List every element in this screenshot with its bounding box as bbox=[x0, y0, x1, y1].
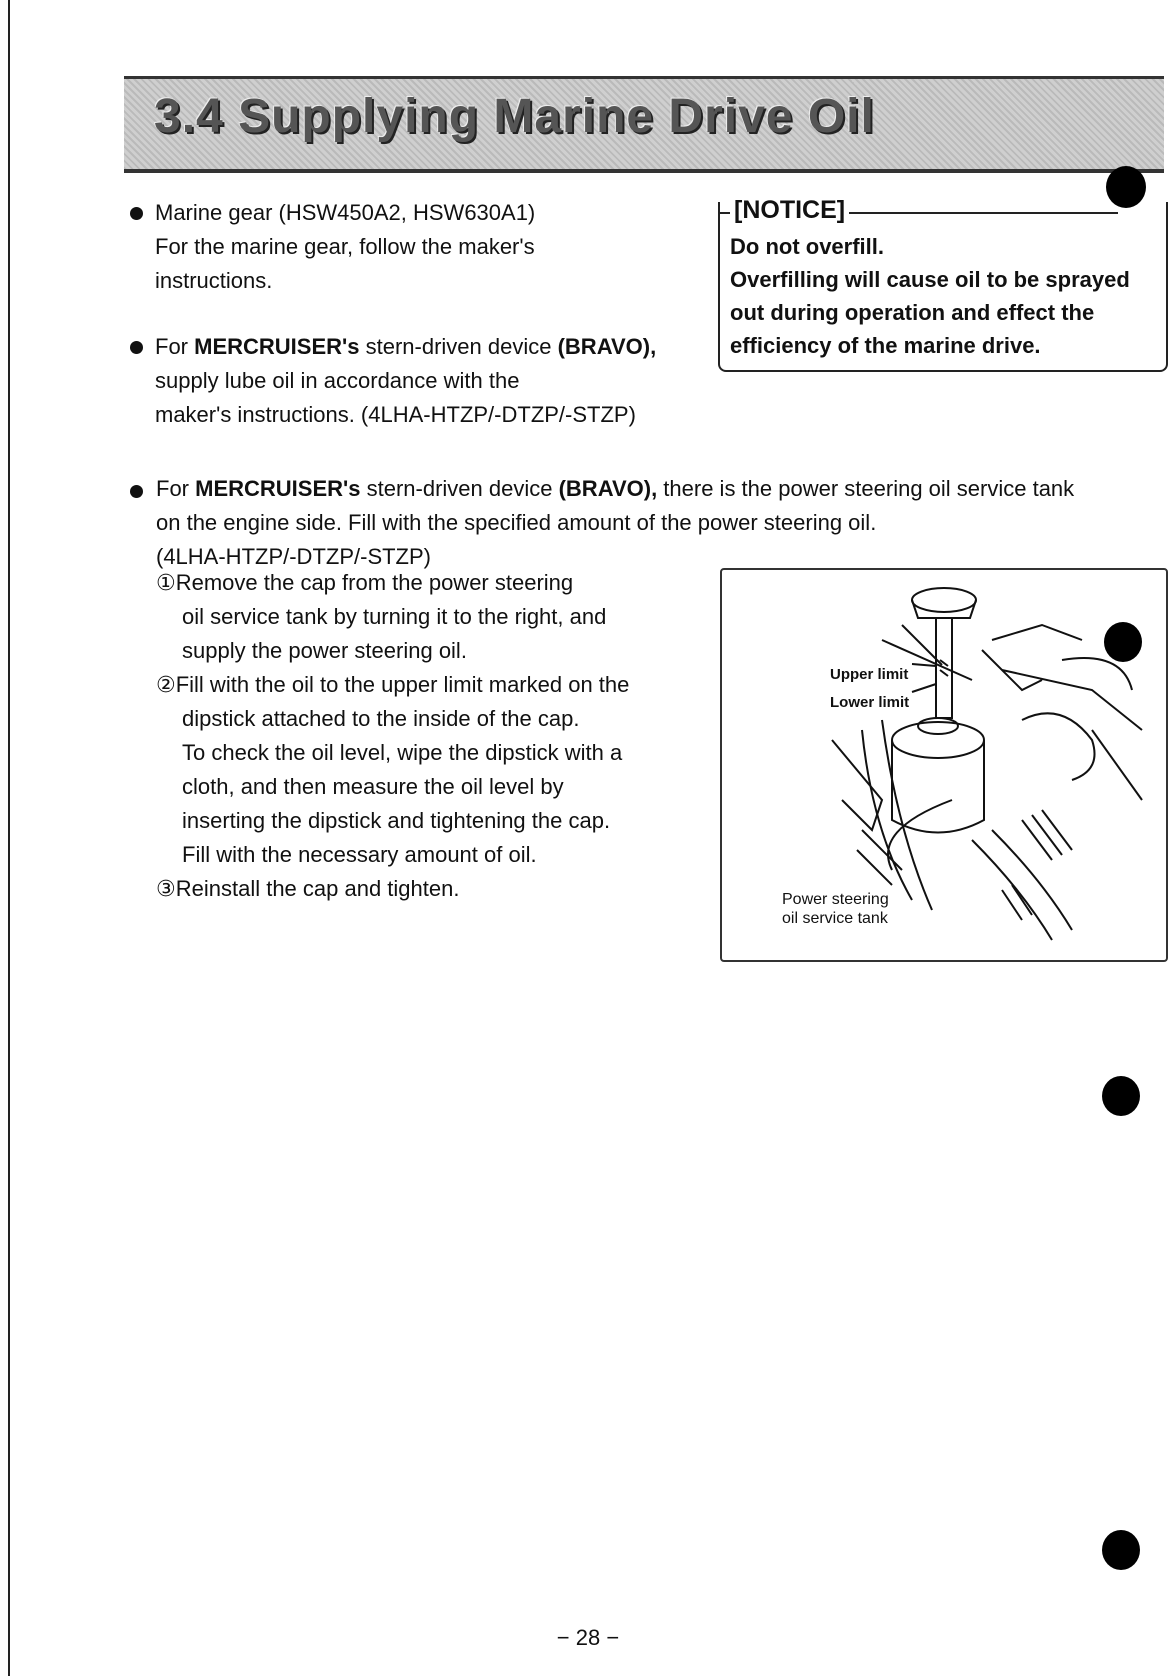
step-2-line2: dipstick attached to the inside of the cap. bbox=[182, 706, 580, 731]
bravo-lube-line2: supply lube oil in accordance with the bbox=[155, 368, 520, 393]
model-name: (BRAVO), bbox=[557, 334, 657, 359]
section-title: 3.4 Supplying Marine Drive Oil bbox=[154, 90, 875, 143]
page-number: − 28 − bbox=[556, 1625, 620, 1650]
registration-dot-icon bbox=[1106, 166, 1146, 208]
upper-limit-label: Upper limit bbox=[830, 666, 909, 683]
notice-label: [NOTICE] bbox=[730, 196, 849, 225]
step-1-line2: oil service tank by turning it to the right, and bbox=[182, 604, 607, 629]
notice-line3: out during operation and effect the bbox=[730, 300, 1095, 325]
step-2-line5: inserting the dipstick and tightening the cap. bbox=[182, 808, 611, 833]
registration-dot-icon bbox=[1102, 1076, 1140, 1116]
procedure-steps bbox=[156, 566, 676, 906]
bravo-lube-line1: For MERCRUISER's stern-driven device (BRAVO), bbox=[155, 334, 657, 359]
step-1-line1: ①Remove the cap from the power steering bbox=[156, 570, 574, 595]
step-1-line3: supply the power steering oil. bbox=[182, 638, 467, 663]
brand-name: MERCRUISER's bbox=[194, 334, 360, 359]
marine-gear-line3: instructions. bbox=[155, 268, 273, 293]
bullet-icon bbox=[130, 207, 143, 220]
registration-dot-icon bbox=[1102, 1530, 1140, 1570]
step-2-line3: To check the oil level, wipe the dipstick with a bbox=[182, 740, 623, 765]
oil-tank-figure bbox=[720, 568, 1168, 962]
section-title-bar bbox=[124, 76, 1164, 173]
power-steering-paragraph bbox=[156, 472, 1166, 574]
model-name: (BRAVO), bbox=[558, 476, 658, 501]
step-2-line4: cloth, and then measure the oil level by bbox=[182, 774, 564, 799]
marine-gear-line1: Marine gear (HSW450A2, HSW630A1) bbox=[155, 200, 536, 225]
figure-caption bbox=[782, 890, 889, 928]
tank-icon bbox=[892, 722, 984, 758]
figure-caption-line1: Power steering bbox=[782, 891, 889, 908]
power-steering-line3: (4LHA-HTZP/-DTZP/-STZP) bbox=[156, 544, 431, 569]
power-steering-line1: For MERCRUISER's stern-driven device (BRAVO), there is the power steering oil service tank bbox=[156, 476, 1075, 501]
step-3-line1: ③Reinstall the cap and tighten. bbox=[156, 876, 460, 901]
bravo-lube-line3: maker's instructions. (4LHA-HTZP/-DTZP/-STZP) bbox=[155, 402, 636, 427]
bravo-lube-paragraph bbox=[155, 330, 715, 432]
power-steering-line2: on the engine side. Fill with the specified amount of the power steering oil. bbox=[156, 510, 877, 535]
notice-text bbox=[730, 230, 1160, 362]
marine-gear-line2: For the marine gear, follow the maker's bbox=[155, 234, 535, 259]
registration-dot-icon bbox=[1104, 622, 1142, 662]
figure-caption-line2: oil service tank bbox=[782, 910, 888, 927]
brand-name: MERCRUISER's bbox=[195, 476, 361, 501]
bullet-icon bbox=[130, 485, 143, 498]
step-2-line1: ②Fill with the oil to the upper limit marked on the bbox=[156, 672, 630, 697]
cap-icon bbox=[912, 588, 976, 612]
notice-line4: efficiency of the marine drive. bbox=[730, 333, 1041, 358]
bullet-icon bbox=[130, 341, 143, 354]
notice-line1: Do not overfill. bbox=[730, 234, 884, 259]
lower-limit-label: Lower limit bbox=[830, 694, 910, 711]
marine-gear-paragraph bbox=[155, 196, 695, 298]
notice-line2: Overfilling will cause oil to be sprayed bbox=[730, 267, 1130, 292]
left-margin-rule bbox=[8, 0, 10, 1676]
step-2-line6: Fill with the necessary amount of oil. bbox=[182, 842, 537, 867]
